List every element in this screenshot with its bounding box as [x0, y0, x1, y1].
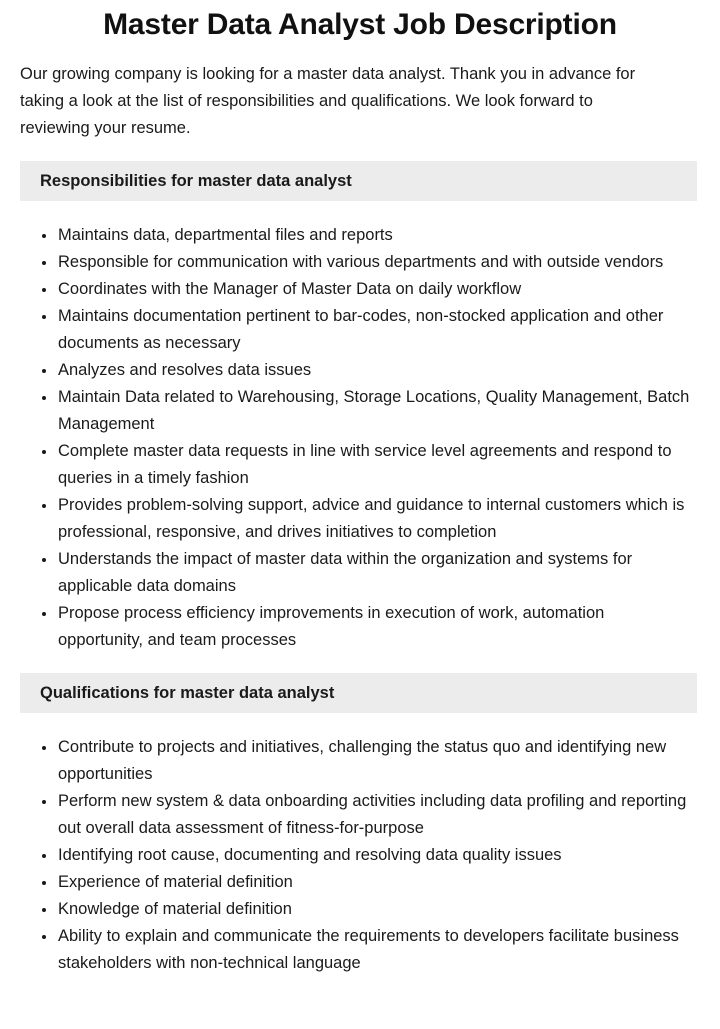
list-item: Complete master data requests in line with service level agreements and respond to queries in a timely fashion [0, 438, 720, 492]
qualifications-list [0, 713, 720, 977]
list-item: Maintains documentation pertinent to bar-codes, non-stocked application and other documents as necessary [0, 303, 720, 357]
responsibilities-list [0, 201, 720, 654]
section-header-responsibilities [20, 161, 697, 201]
page-bottom-spacer [0, 977, 720, 1005]
list-item: Responsible for communication with various departments and with outside vendors [0, 249, 720, 276]
section-qualifications [0, 673, 720, 977]
list-item: Coordinates with the Manager of Master Data on daily workflow [0, 276, 720, 303]
section-responsibilities [0, 161, 720, 654]
page-title: Master Data Analyst Job Description [103, 8, 617, 41]
list-item: Maintain Data related to Warehousing, Storage Locations, Quality Management, Batch Management [0, 384, 720, 438]
list-item: Maintains data, departmental files and reports [0, 222, 720, 249]
section-header-qualifications [20, 673, 697, 713]
section-heading-label: Responsibilities for master data analyst [40, 172, 352, 190]
list-item: Propose process efficiency improvements in execution of work, automation opportunity, and team processes [0, 600, 720, 654]
list-item: Provides problem-solving support, advice and guidance to internal customers which is professional, responsive, and drives initiatives to completion [0, 492, 720, 546]
list-item: Knowledge of material definition [0, 896, 720, 923]
list-item: Ability to explain and communicate the requirements to developers facilitate business stakeholders with non-technical language [0, 923, 720, 977]
section-heading-label: Qualifications for master data analyst [40, 684, 335, 702]
list-item: Analyzes and resolves data issues [0, 357, 720, 384]
list-item: Experience of material definition [0, 869, 720, 896]
list-item: Understands the impact of master data within the organization and systems for applicable data domains [0, 546, 720, 600]
intro-paragraph: Our growing company is looking for a master data analyst. Thank you in advance for taking a look at the list of responsibilities and qualifications. We look forward to reviewing your resume. [20, 65, 636, 137]
list-item: Identifying root cause, documenting and resolving data quality issues [0, 842, 720, 869]
list-item: Perform new system & data onboarding activities including data profiling and reporting out overall data assessment of fitness-for-purpose [0, 788, 720, 842]
list-item: Contribute to projects and initiatives, challenging the status quo and identifying new opportunities [0, 734, 720, 788]
